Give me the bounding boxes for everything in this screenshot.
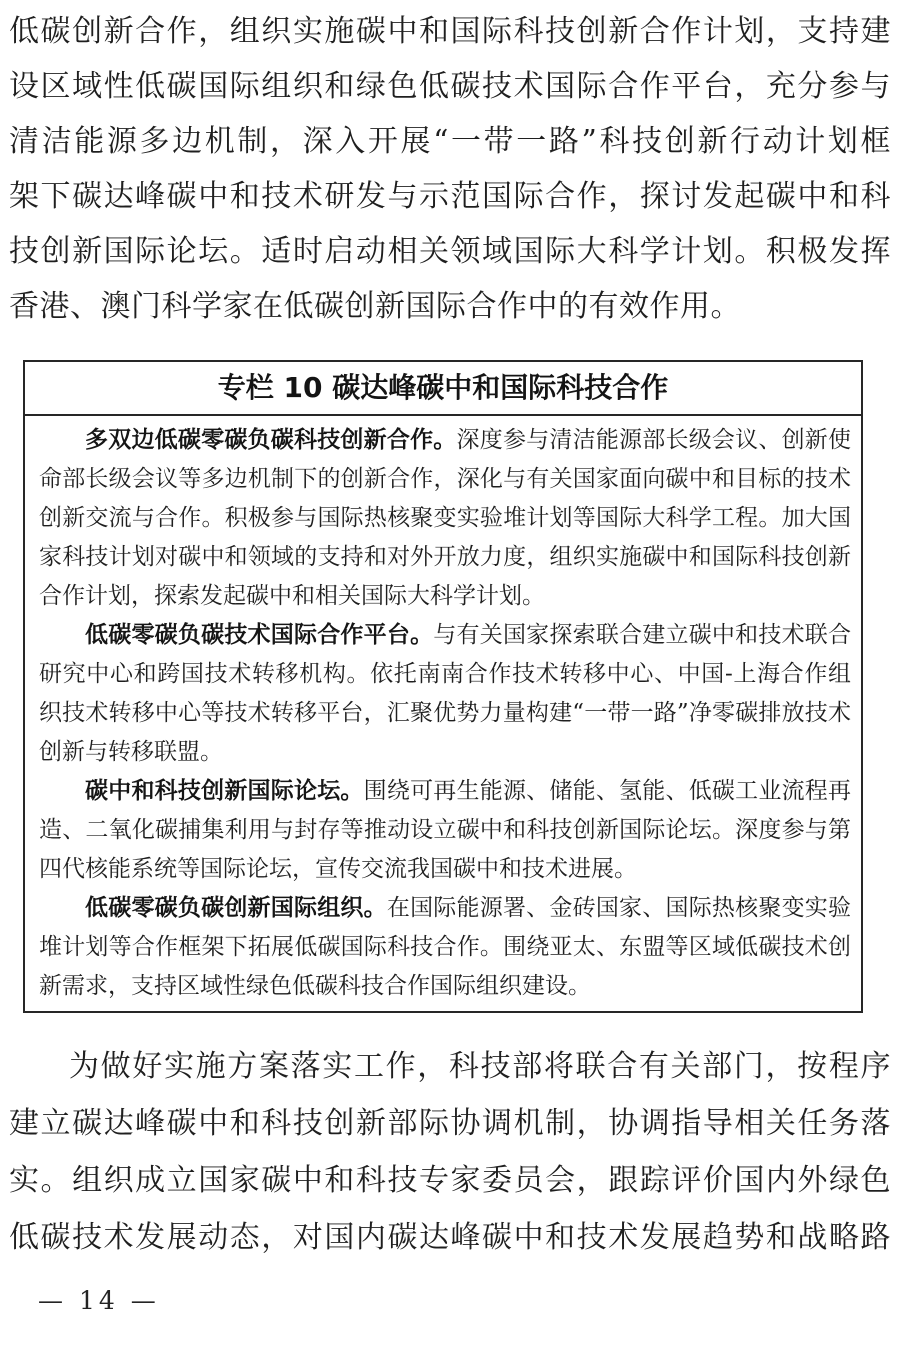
- text-line: 架下碳达峰碳中和技术研发与示范国际合作，探讨发起碳中和科: [9, 179, 891, 214]
- paragraph-continuation: [9, 4, 891, 334]
- text-line: 为做好实施方案落实工作，科技部将联合有关部门，按程序: [69, 1049, 891, 1084]
- box-paragraph-text: 与有关国家探索联合建立碳中和技术联合研究中心和跨国技术转移机构。依托南南合作技术转移中心、中国-上海合作组织技术转移中心等技术转移平台，汇聚优势力量构建“一带一路”净零碳排放技术创新与转移联盟。: [39, 622, 851, 765]
- box-paragraph-text: 在国际能源署、金砖国家、国际热核聚变实验堆计划等合作框架下拓展低碳国际科技合作。围绕亚太、东盟等区域低碳技术创新需求，支持区域性绿色低碳科技合作国际组织建设。: [39, 895, 851, 999]
- box-paragraph: [39, 616, 851, 772]
- box-paragraph: [39, 889, 851, 1006]
- box-paragraph-text: 围绕可再生能源、储能、氢能、低碳工业流程再造、二氧化碳捕集利用与封存等推动设立碳中和科技创新国际论坛。深度参与第四代核能系统等国际论坛，宣传交流我国碳中和技术进展。: [39, 778, 851, 882]
- callout-box-column-10: [23, 360, 863, 1013]
- box-paragraph: [39, 772, 851, 889]
- box-paragraph-lead: 多双边低碳零碳负碳科技创新合作。: [85, 427, 457, 453]
- box-body: [25, 416, 861, 1009]
- text-line: 香港、澳门科学家在低碳创新国际合作中的有效作用。: [9, 289, 741, 324]
- box-paragraph-text: 深度参与清洁能源部长级会议、创新使命部长级会议等多边机制下的创新合作，深化与有关国家面向碳中和目标的技术创新交流与合作。积极参与国际热核聚变实验堆计划等国际大科学工程。加大国家科技计划对碳中和领域的支持和对外开放力度，组织实施碳中和国际科技创新合作计划，探索发起碳中和相关国际大科学计划。: [39, 427, 851, 609]
- paragraph-implementation: [9, 1038, 891, 1266]
- text-line: 实。组织成立国家碳中和科技专家委员会，跟踪评价国内外绿色: [9, 1163, 891, 1198]
- text-line: 清洁能源多边机制，深入开展“一带一路”科技创新行动计划框: [9, 124, 891, 159]
- text-line: 技创新国际论坛。适时启动相关领域国际大科学计划。积极发挥: [9, 234, 891, 269]
- box-paragraph-lead: 低碳零碳负碳技术国际合作平台。: [85, 622, 434, 648]
- text-line: 低碳创新合作，组织实施碳中和国际科技创新合作计划，支持建: [9, 14, 891, 49]
- text-line: 建立碳达峰碳中和科技创新部际协调机制，协调指导相关任务落: [9, 1106, 891, 1141]
- box-paragraph-lead: 碳中和科技创新国际论坛。: [85, 778, 364, 804]
- text-line: 设区域性低碳国际组织和绿色低碳技术国际合作平台，充分参与: [9, 69, 891, 104]
- page-number: — 14 —: [38, 1286, 160, 1315]
- text-line: 低碳技术发展动态，对国内碳达峰碳中和技术发展趋势和战略路: [9, 1220, 891, 1255]
- box-paragraph: [39, 421, 851, 616]
- box-title: 专栏 10 碳达峰碳中和国际科技合作: [25, 362, 861, 416]
- box-paragraph-lead: 低碳零碳负碳创新国际组织。: [85, 895, 387, 921]
